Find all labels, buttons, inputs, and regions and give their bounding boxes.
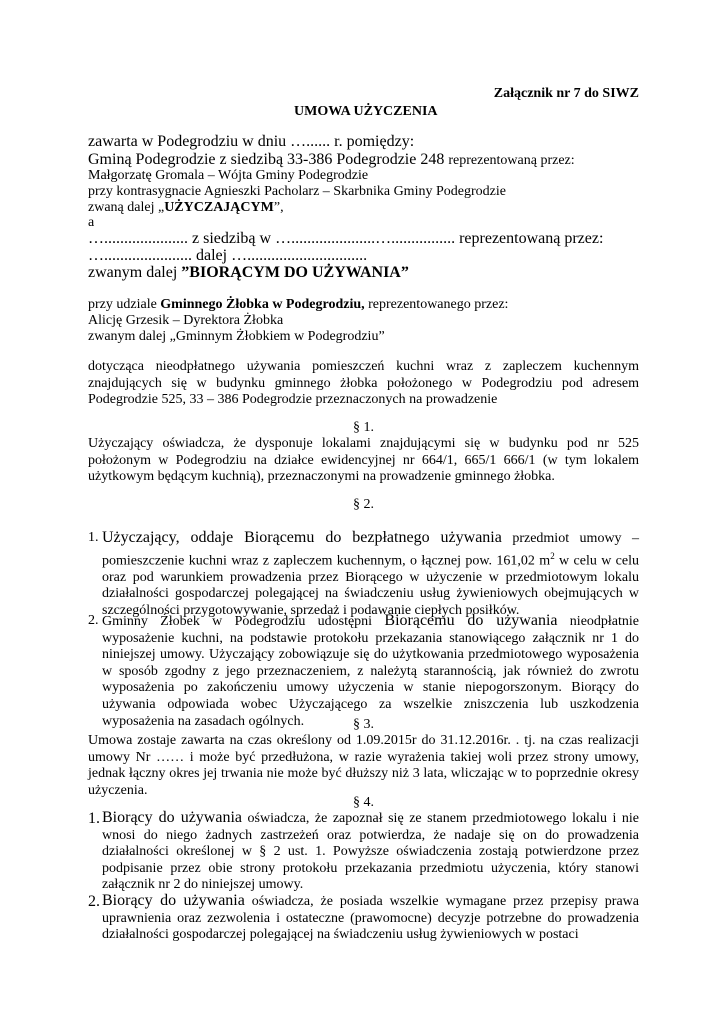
section-2-title: § 2. [353,497,374,512]
document-title: UMOWA UŻYCZENIA [294,104,438,119]
text-part: Użyczający, oddaje [102,529,245,546]
lender-alias-name: UŻYCZAJĄCYM [164,200,274,215]
section-4-title: § 4. [353,795,374,810]
section-2-item-1 [88,530,639,620]
text-part: Biorący do używania [102,809,243,826]
lender-countersignature: przy kontrasygnacie Agnieszki Pacholarz – Skarbnika Gminy Podegrodzie [88,184,506,199]
text-part: Biorący do używania [102,892,245,909]
list-number: 1. [88,530,99,545]
lender-represented: reprezentowaną przez: [448,153,575,168]
list-number: 1. [88,810,100,827]
lender-alias-suffix: ”, [273,200,284,215]
text-part: Biorącemu do bezpłatnego używania [244,529,502,546]
contract-subject: dotycząca nieodpłatnego używania pomieszczeń kuchni wraz z zapleczem kuchennym znajdujących się w budynku gminnego żłobka położonego w Podegrodziu pod adresem Podegrodzie 525, 33 – 386 Podegrodzie przeznaczonych na prowadzenie [88,359,639,408]
nursery-representative: Alicję Grzesik – Dyrektora Żłobka [88,313,284,328]
text-part: przedmiot umowy – pomieszczenie kuchni wraz z zapleczem kuchennym, o łącznej pow. 161,02 m [102,531,640,569]
section-1-title: § 1. [353,420,374,435]
list-number: 2. [88,613,99,628]
text-part: oświadcza, że posiada wszelkie wymagane przez przepisy prawa uprawnienia oraz zezwolenia i ostateczne (prawomocne) decyzje potrzebne do prowadzenia działalności gospodarczej polegającej na świadczeniu usług żywieniowych w postaci [102,894,639,943]
lender-representative: Małgorzatę Gromala – Wójta Gminy Podegrodzie [88,168,369,183]
text-part: w celu w celu oraz pod warunkiem prowadzenia przez Biorącego w użyczenie w przedmiotowym lokalu działalności gospodarczej polegającej na świadczeniu usług żywieniowych obejmujących w szczególności przygotowywanie, sprzedaż i podawanie ciepłych posiłków. [102,553,640,619]
section-3-title: § 3. [353,717,374,732]
section-4-item-1 [88,810,639,894]
text-part: Gminny Żłobek w Podegrodziu udostępni [102,614,385,629]
borrower-alias [88,264,409,282]
participation-suffix: reprezentowanego przez: [364,297,509,312]
nursery-alias: zwanym dalej „Gminnym Żłobkiem w Podegrodziu” [88,329,385,344]
borrower-line: …..................... z siedzibą w ….....................…................ reprezentowaną przez: [88,230,604,247]
borrower-alias-name: ”BIORĄCYM DO UŻYWANIA” [181,264,409,281]
text-part: oświadcza, że zapoznał się ze stanem przedmiotowego lokalu i nie wnosi do niego żadnych zastrzeżeń oraz potwierdza, że nadaje się on do prowadzenia działalności określonej w § 2 ust. 1. Powyższe oświadczenia zostają potwierdzone przez podpisanie przez obie strony protokołu przekazania przedmiotu użyczenia, który stanowi załącznik nr 2 do niniejszej umowy. [102,811,639,893]
borrower-alias-line: …...................... dalej ….............................. [88,247,368,264]
contract-place-date: zawarta w Podegrodziu w dniu …...... r. pomiędzy: [88,133,415,150]
participation-prefix: przy udziale [88,297,161,312]
participation-line [88,297,508,313]
list-text [102,613,639,730]
text-part: nieodpłatnie wyposażenie kuchni, na podstawie protokołu przekazania stanowiącego załącznik nr 1 do niniejszej umowy. Użyczający zobowiązuje się do użytkowania przedmiotowego wyposażenia w sposób zgodny z jego przeznaczeniem, z należytą starannością, jak również do zwrotu wyposażenia po zakończeniu umowy użyczenia w stanie niepogorszonym. Biorący do używania odpowiada wobec Użyczającego za wszelkie zniszczenia lub uszkodzenia wyposażenia na zasadach ogólnych. [102,614,640,729]
lender-line [88,151,575,169]
text-part: Biorącemu do używania [384,612,558,629]
section-3-text: Umowa zostaje zawarta na czas określony od 1.09.2015r do 31.12.2016r. . tj. na czas realizacji umowy Nr …… i może być przedłużona, w razie wyrażenia takiej woli przez strony umowy, jednak łączny okres jej trwania nie może być dłuższy niż 3 lata, wliczając w to poprzednie okresy użyczenia. [88,733,639,798]
list-text [102,530,639,620]
list-number: 2. [88,893,100,910]
lender-alias-prefix: zwaną dalej „ [88,200,165,215]
nursery-name: Gminnego Żłobka w Podegrodziu, [160,297,365,312]
section-2-item-2 [88,613,639,730]
superscript: 2 [550,550,555,561]
list-text [102,893,639,944]
annex-label: Załącznik nr 7 do SIWZ [493,86,639,101]
section-4-item-2 [88,893,639,944]
list-text [102,810,639,894]
section-1-text: Użyczający oświadcza, że dysponuje lokalami znajdującymi się w budynku pod nr 525 położonym w Podegrodziu na działce ewidencyjnej nr 664/1, 665/1 666/1 (w tym lokalem użytkowym będącym kuchnią), przeznaczonymi na prowadzenie gminnego żłobka. [88,436,639,485]
lender-alias [88,200,284,216]
lender-name: Gminą Podegrodzie z siedzibą 33-386 Podegrodzie 248 [88,151,449,168]
conjunction-a: a [88,215,95,230]
borrower-alias-prefix: zwanym dalej [88,264,182,281]
